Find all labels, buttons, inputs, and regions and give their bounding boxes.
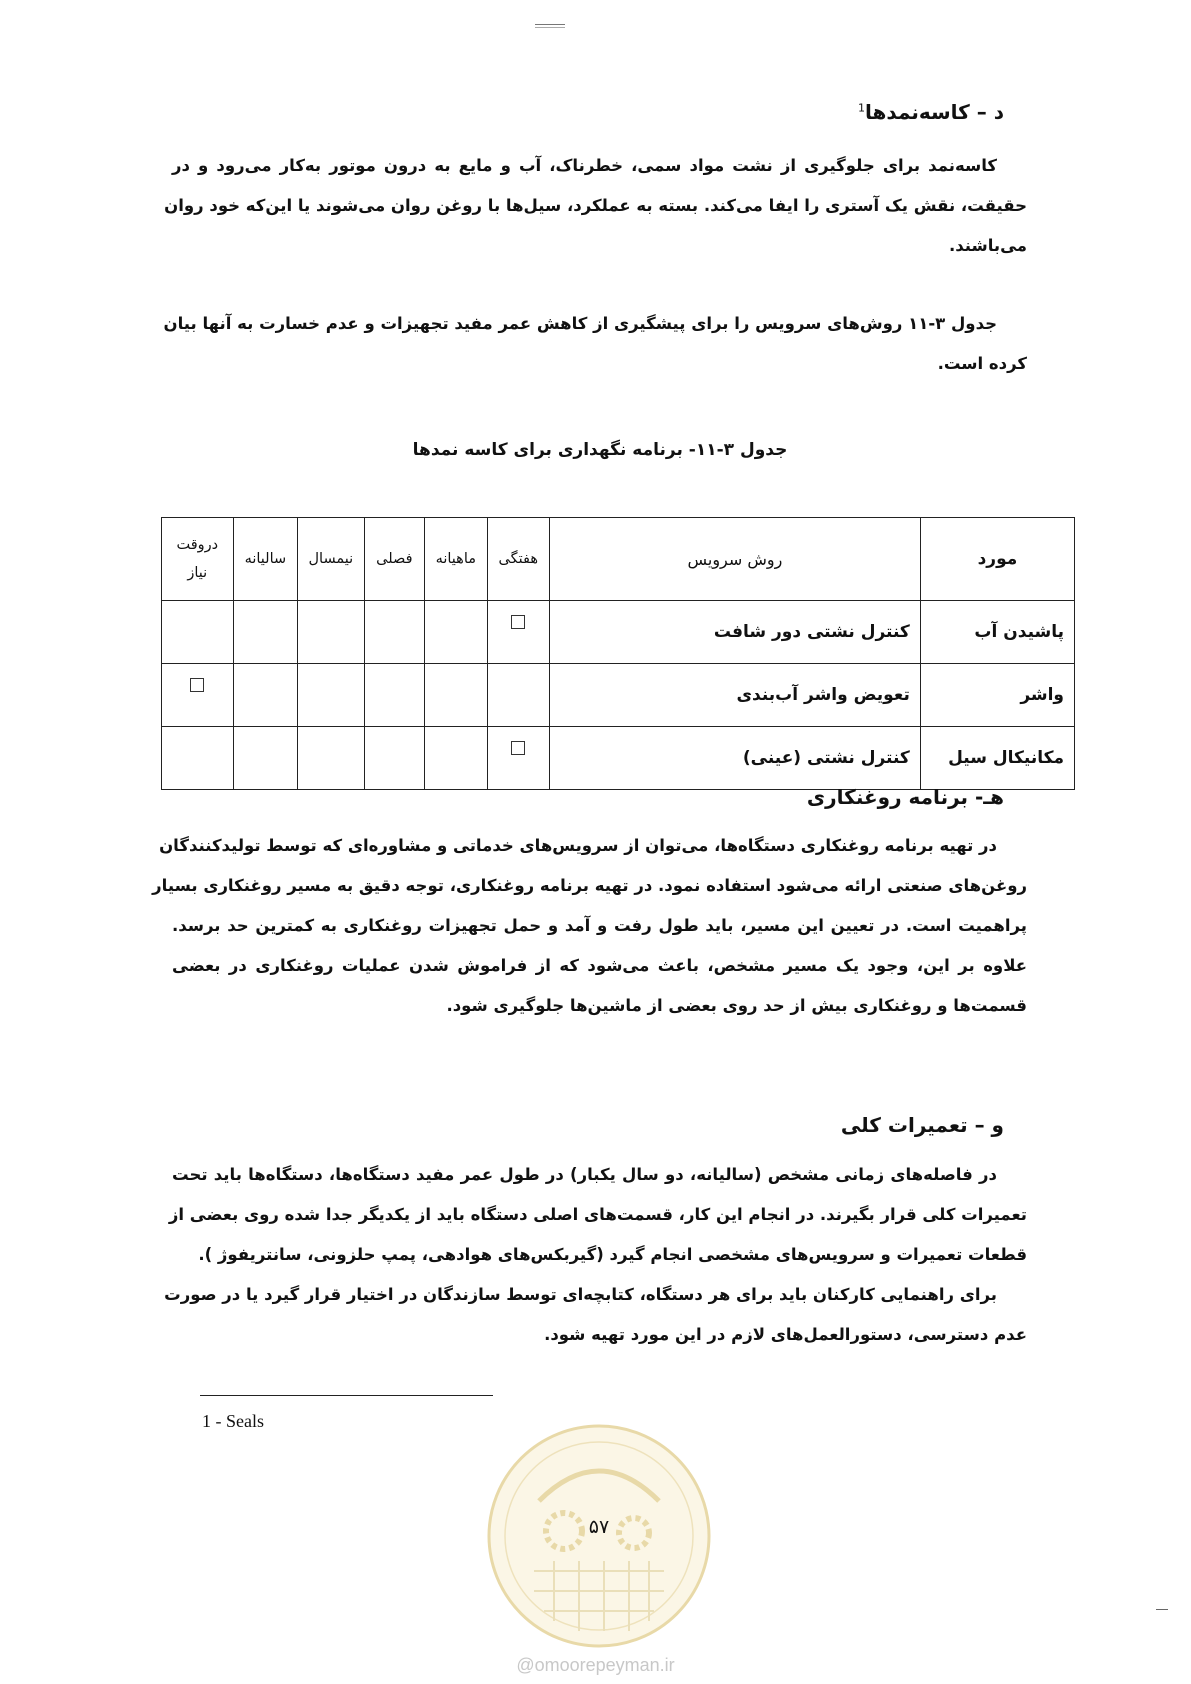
cell-item: مکانیکال سیل [920, 727, 1074, 790]
heading-overhaul: و – تعمیرات کلی [840, 1113, 1004, 1137]
paragraph-line: در تهیه برنامه روغنکاری دستگاه‌ها، می‌توان از سرویس‌های خدماتی و مشاوره‌ای که توسط تولیدکنندگان [159, 836, 997, 855]
cell-semiannual [298, 601, 365, 664]
header-weekly: هفتگی [487, 518, 549, 601]
cell-as-needed [162, 601, 234, 664]
paragraph-line: عدم دسترسی، دستورالعمل‌های لازم در این مورد تهیه شود. [544, 1325, 1027, 1344]
cell-as-needed [162, 664, 234, 727]
cell-weekly [487, 664, 549, 727]
paragraph-line: علاوه بر این، وجود یک مسیر مشخص، باعث می‌شود که از فراموش شدن عملیات روغنکاری در بعضی [172, 956, 1027, 975]
page-number: ۵۷ [588, 1516, 610, 1538]
heading-lubrication: هـ- برنامه روغنکاری [806, 785, 1004, 809]
paragraph-line: حقیقت، نقش یک آستری را ایفا می‌کند. بسته به عملکرد، سیل‌ها با روغن روان می‌شوند یا این‌که خود روان [164, 196, 1027, 215]
cell-method: تعویض واشر آب‌بندی [550, 664, 921, 727]
at-icon: @ [516, 1655, 535, 1675]
paragraph-overhaul [168, 1155, 1027, 1275]
cell-annual [233, 601, 297, 664]
cell-monthly [425, 664, 487, 727]
paragraph-line: می‌باشند. [948, 236, 1027, 255]
header-seasonal: فصلی [364, 518, 424, 601]
cell-seasonal [364, 727, 424, 790]
paragraph-line: قطعات تعمیرات و سرویس‌های مشخصی انجام گیرد (گیربکس‌های هوادهی، پمپ حلزونی، سانتریفوژ ). [198, 1245, 1027, 1264]
paragraph-line: پراهمیت است. در تعیین این مسیر، باید طول رفت و آمد و حمل تجهیزات روغنکاری به کمترین حد برسد. [172, 916, 1027, 935]
cell-method: کنترل نشتی (عینی) [550, 727, 921, 790]
cell-as-needed [162, 727, 234, 790]
paragraph-line: کرده است. [937, 354, 1027, 373]
paragraph-guidance [164, 1275, 1027, 1355]
header-semiannual: نیمسال [298, 518, 365, 601]
cell-seasonal [364, 601, 424, 664]
header-as-needed-line1: دروقت [176, 537, 219, 553]
cell-seasonal [364, 664, 424, 727]
table-row [162, 664, 1075, 727]
paragraph-line: در فاصله‌های زمانی مشخص (سالیانه، دو سال یکبار) در طول عمر مفید دستگاه‌ها، دستگاه‌ها باید تحت [172, 1165, 997, 1184]
header-method: روش سرویس [550, 518, 921, 601]
table-caption: جدول ۳-۱۱- برنامه نگهداری برای کاسه نمدها [412, 440, 788, 460]
cell-monthly [425, 727, 487, 790]
seal-logo [484, 1421, 714, 1651]
header-annual: سالیانه [233, 518, 297, 601]
checkbox-icon[interactable] [511, 741, 525, 755]
header-as-needed [162, 518, 234, 601]
header-as-needed-line2: نیاز [187, 565, 208, 581]
watermark-text: omoorepeyman.ir [534, 1655, 675, 1675]
paragraph-lubrication [152, 826, 1027, 1026]
cell-item: پاشیدن آب [920, 601, 1074, 664]
header-monthly: ماهیانه [425, 518, 487, 601]
paragraph-line: جدول ۳-۱۱ روش‌های سرویس را برای پیشگیری از کاهش عمر مفید تجهیزات و عدم خسارت به آنها بیان [163, 314, 997, 333]
paragraph-line: روغن‌های صنعتی ارائه می‌شود استفاده نمود. در تهیه برنامه روغنکاری، توجه دقیق به مسیر روغنکاری بسیار [152, 876, 1027, 895]
margin-mark [1156, 1609, 1168, 1610]
cell-monthly [425, 601, 487, 664]
paragraph-table-intro [163, 304, 1027, 384]
cell-weekly [487, 727, 549, 790]
paragraph-line: برای راهنمایی کارکنان باید برای هر دستگاه، کتابچه‌ای توسط سازندگان در اختیار قرار گیرد یا در صورت [164, 1285, 997, 1304]
cell-method: کنترل نشتی دور شافت [550, 601, 921, 664]
cell-semiannual [298, 664, 365, 727]
cell-item: واشر [920, 664, 1074, 727]
footnote-rule [200, 1395, 493, 1396]
watermark [0, 1655, 1191, 1676]
top-page-mark [535, 24, 565, 28]
table-row [162, 727, 1075, 790]
paragraph-seals-intro [164, 146, 1027, 266]
paragraph-line: کاسه‌نمد برای جلوگیری از نشت مواد سمی، خطرناک، آب و مایع به درون موتور به‌کار می‌رود و در [172, 156, 997, 175]
cell-annual [233, 727, 297, 790]
header-item: مورد [920, 518, 1074, 601]
footnote: 1 - Seals [202, 1411, 264, 1431]
paragraph-line: تعمیرات کلی قرار بگیرند. در انجام این کار، قسمت‌های اصلی دستگاه باید از یکدیگر جدا شده روی بعضی از [168, 1205, 1027, 1224]
checkbox-icon[interactable] [190, 678, 204, 692]
heading-seals-text: د – کاسه‌نمدها [865, 100, 1004, 124]
table-header-row [162, 518, 1075, 601]
paragraph-line: قسمت‌ها و روغنکاری بیش از حد روی بعضی از ماشین‌ها جلوگیری شود. [446, 996, 1027, 1015]
cell-annual [233, 664, 297, 727]
checkbox-icon[interactable] [511, 615, 525, 629]
cell-semiannual [298, 727, 365, 790]
heading-seals [858, 100, 1004, 124]
maintenance-table [161, 517, 1075, 790]
cell-weekly [487, 601, 549, 664]
table-row [162, 601, 1075, 664]
footnote-ref: 1 [858, 101, 866, 115]
